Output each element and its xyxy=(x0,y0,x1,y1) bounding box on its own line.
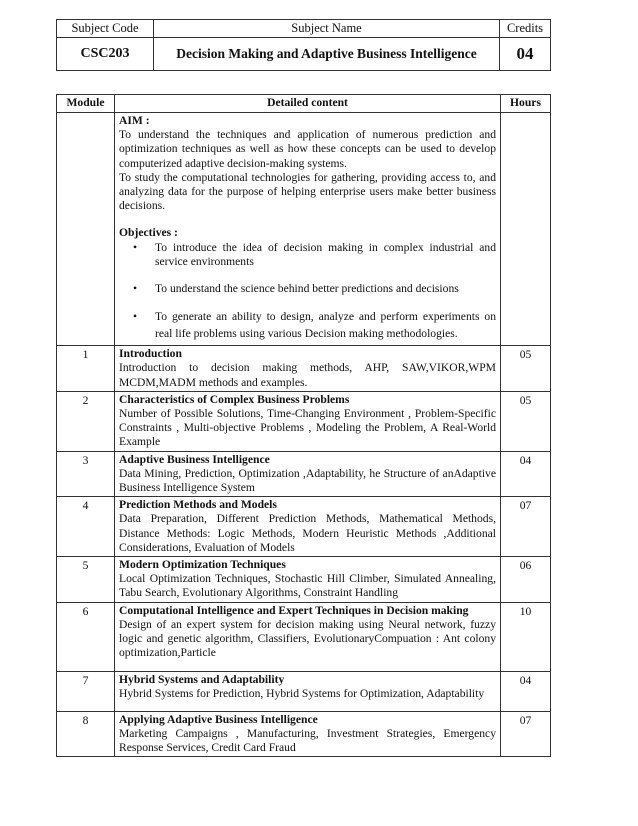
module-header: Module xyxy=(57,95,115,113)
bullet-icon: • xyxy=(133,310,138,324)
objectives-heading: Objectives : xyxy=(119,226,178,240)
module-title: Applying Adaptive Business Intelligence xyxy=(119,712,318,726)
module-title: Prediction Methods and Models xyxy=(119,498,277,512)
subject-header-row xyxy=(57,20,551,38)
subject-header-table xyxy=(56,19,551,71)
module-number: 5 xyxy=(57,557,115,603)
objective-text: To introduce the idea of decision making in complex industrial and service environments xyxy=(155,240,496,268)
module-row xyxy=(57,346,551,392)
aim-hours-cell xyxy=(501,113,551,346)
objectives-list xyxy=(119,241,496,343)
subject-name: Decision Making and Adaptive Business Intelligence xyxy=(154,38,500,71)
module-content xyxy=(115,391,501,451)
module-content xyxy=(115,671,501,711)
module-body: Local Optimization Techniques, Stochastic Hill Climber, Simulated Annealing, Tabu Search, Evolutionary Algorithms, Constraint Handling xyxy=(119,572,496,600)
syllabus-table xyxy=(56,94,551,757)
module-title: Modern Optimization Techniques xyxy=(119,558,286,572)
aim-module-cell xyxy=(57,113,115,346)
module-content xyxy=(115,497,501,557)
module-body: Marketing Campaigns , Manufacturing, Investment Strategies, Emergency Response Services, Credit Card Fraud xyxy=(119,726,496,755)
objective-item xyxy=(133,309,496,342)
objective-item xyxy=(133,282,496,296)
subject-code-header: Subject Code xyxy=(57,20,154,38)
objective-text: To understand the science behind better predictions and decisions xyxy=(155,282,459,296)
module-hours: 06 xyxy=(501,557,551,603)
credits-header: Credits xyxy=(500,20,551,38)
aim-text: To understand the techniques and application of numerous prediction and optimization techniques as well as how these concepts can be used to develop computerized adaptive decision-making systems. xyxy=(119,128,496,170)
module-title: Computational Intelligence and Expert Techniques in Decision making xyxy=(119,603,469,617)
module-number: 4 xyxy=(57,497,115,557)
aim-objectives-row xyxy=(57,113,551,346)
objective-text: To generate an ability to design, analyze and perform experiments on real life problems using various Decision making methodologies. xyxy=(155,310,496,340)
bullet-icon: • xyxy=(133,282,138,296)
objective-item xyxy=(133,241,496,269)
module-content xyxy=(115,557,501,603)
module-hours: 05 xyxy=(501,391,551,451)
module-hours: 07 xyxy=(501,497,551,557)
module-number: 1 xyxy=(57,346,115,392)
aim-text: To study the computational technologies for gathering, providing access to, and analyzing data for the purpose of helping enterprise users make better business decisions. xyxy=(119,170,496,213)
content-header: Detailed content xyxy=(115,95,501,113)
module-row xyxy=(57,602,551,671)
module-body: Data Preparation, Different Prediction Methods, Mathematical Methods, Distance Methods: Logic Methods, Modern Heuristic Methods ,Additional Considerations, Evaluation of Models xyxy=(119,512,496,554)
module-hours: 05 xyxy=(501,346,551,392)
aim-heading: AIM : xyxy=(119,114,150,127)
credits-value: 04 xyxy=(500,38,551,71)
module-body: Design of an expert system for decision making using Neural network, fuzzy logic and genetic algorithm, Classifiers, EvolutionaryCompuation : Ant colony optimization,Particle xyxy=(119,617,496,660)
module-body: Data Mining, Prediction, Optimization ,Adaptability, he Structure of anAdaptive Business Intelligence System xyxy=(119,466,496,495)
module-row xyxy=(57,497,551,557)
module-title: Characteristics of Complex Business Problems xyxy=(119,392,350,406)
bullet-icon: • xyxy=(133,240,138,254)
module-number: 6 xyxy=(57,602,115,671)
module-row xyxy=(57,711,551,757)
module-row xyxy=(57,391,551,451)
module-content xyxy=(115,711,501,757)
subject-value-row xyxy=(57,38,551,71)
module-content xyxy=(115,602,501,671)
module-title: Introduction xyxy=(119,347,182,361)
hours-header: Hours xyxy=(501,95,551,113)
module-body: Introduction to decision making methods, AHP, SAW,VIKOR,WPM MCDM,MADM methods and examples. xyxy=(119,361,496,389)
aim-objectives-cell xyxy=(115,113,501,346)
module-hours: 07 xyxy=(501,711,551,757)
module-number: 2 xyxy=(57,391,115,451)
module-row xyxy=(57,671,551,711)
module-content xyxy=(115,451,501,497)
module-hours: 10 xyxy=(501,602,551,671)
module-number: 7 xyxy=(57,671,115,711)
module-number: 3 xyxy=(57,451,115,497)
module-title: Adaptive Business Intelligence xyxy=(119,452,270,466)
module-body: Number of Possible Solutions, Time-Changing Environment , Problem-Specific Constraints , Multi-objective Problems , Modeling the Problem, A Real-World Example xyxy=(119,407,496,449)
subject-code: CSC203 xyxy=(57,38,154,71)
module-title: Hybrid Systems and Adaptability xyxy=(119,672,285,686)
module-content xyxy=(115,346,501,392)
module-number: 8 xyxy=(57,711,115,757)
module-hours: 04 xyxy=(501,671,551,711)
subject-name-header: Subject Name xyxy=(154,20,500,38)
module-row xyxy=(57,557,551,603)
module-body: Hybrid Systems for Prediction, Hybrid Systems for Optimization, Adaptability xyxy=(119,686,485,700)
module-row xyxy=(57,451,551,497)
module-hours: 04 xyxy=(501,451,551,497)
syllabus-header-row xyxy=(57,95,551,113)
